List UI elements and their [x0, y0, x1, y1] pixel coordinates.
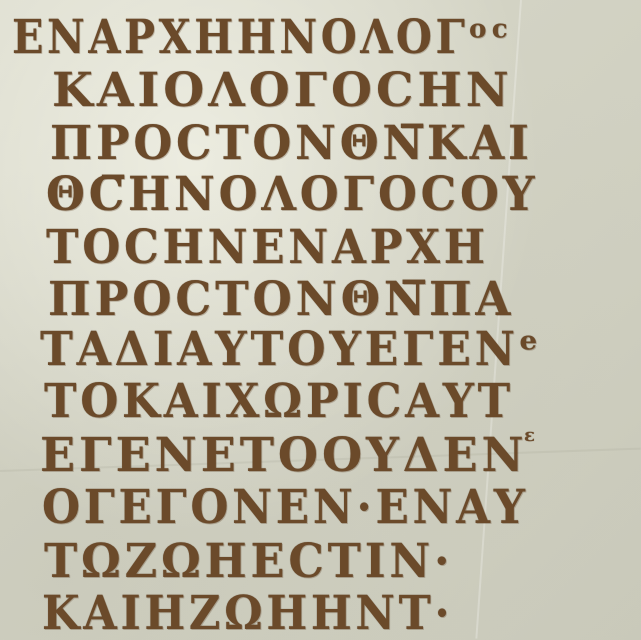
- superscript-epsilon: ε: [524, 425, 535, 446]
- manuscript-line-5: ΤΟϹΗΝΕΝΑΡΧΗ: [46, 220, 489, 275]
- manuscript-line-7: ΤΑΔΙΑΥΤΟΥΕΓΕΝᵉ: [40, 322, 543, 377]
- manuscript-line-11: ΤΩΖΩΗΕϹΤΙΝ·: [44, 534, 454, 589]
- manuscript-line-2: ΚΑΙΟΛΟΓΟϹΗΝ: [52, 63, 513, 118]
- manuscript-line-10: ΟΓΕΓΟΝΕΝ·ΕΝΑΥ: [42, 480, 529, 535]
- manuscript-line-4: ΘϹ̅ΗΝΟΛΟΓΟϹΟΥ: [46, 167, 539, 222]
- manuscript-line-9: ΕΓΕΝΕΤΟΟΥΔΕΝ: [40, 428, 528, 483]
- manuscript-line-1: ΕΝΑΡΧΗΗΝΟΛΟΓᵒᶜ: [12, 10, 513, 65]
- manuscript-line-8: ΤΟΚΑΙΧΩΡΙϹΑΥΤ: [44, 374, 514, 429]
- manuscript-line-3: ΠΡΟϹΤΟΝΘΝ̅ΚΑΙ: [50, 116, 533, 171]
- manuscript-line-6: ΠΡΟϹΤΟΝΘΝ̅ΠΑ: [48, 272, 515, 327]
- manuscript-line-12: ΚΑΙΗΖΩΗΗΝΤ·: [42, 586, 454, 640]
